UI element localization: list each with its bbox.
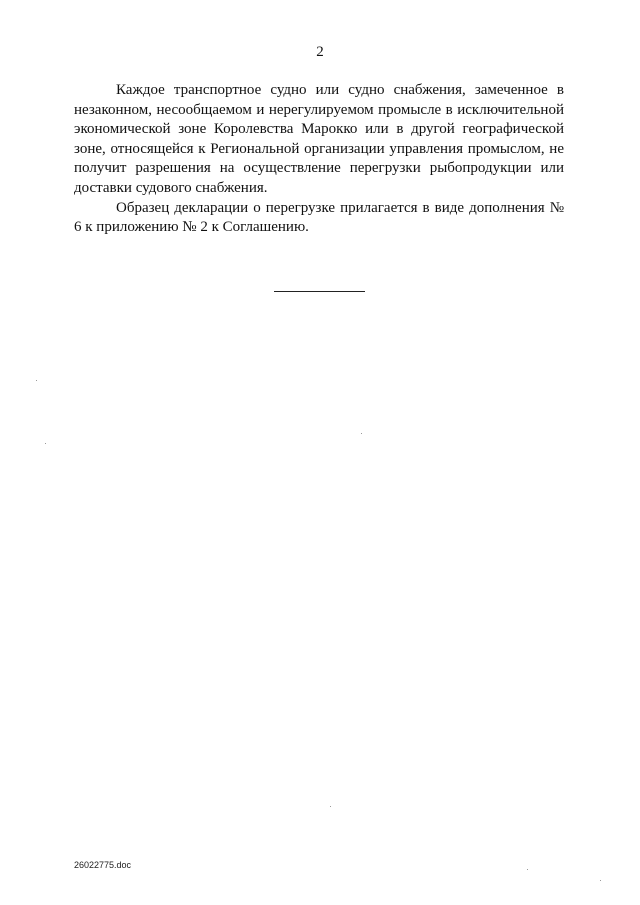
page-number: 2 [316,44,324,60]
paragraph-declaration-sample: Образец декларации о перегрузке прилагается в виде дополнения № 6 к приложению № 2 к Соглашению. [74,199,564,236]
scan-speck [361,433,362,434]
paragraph-transshipment-ban: Каждое транспортное судно или судно снабжения, замеченное в незаконном, несообщаемом и нерегулируемом промысле в исключительной экономической зоне Королевства Марокко или в другой географической зоне, относящейся к Региональной организации управления промыслом, не получит разрешения на осуществление перегрузки рыбопродукции или доставки судового снабжения. [74,82,564,196]
scan-speck [527,869,528,870]
body-text [74,81,564,238]
scan-speck [330,806,331,807]
separator-line [274,291,365,292]
scan-speck [600,880,601,881]
scan-speck [36,380,37,381]
footer-document-code: 26022775.doc [74,860,132,870]
scan-speck [45,443,46,444]
